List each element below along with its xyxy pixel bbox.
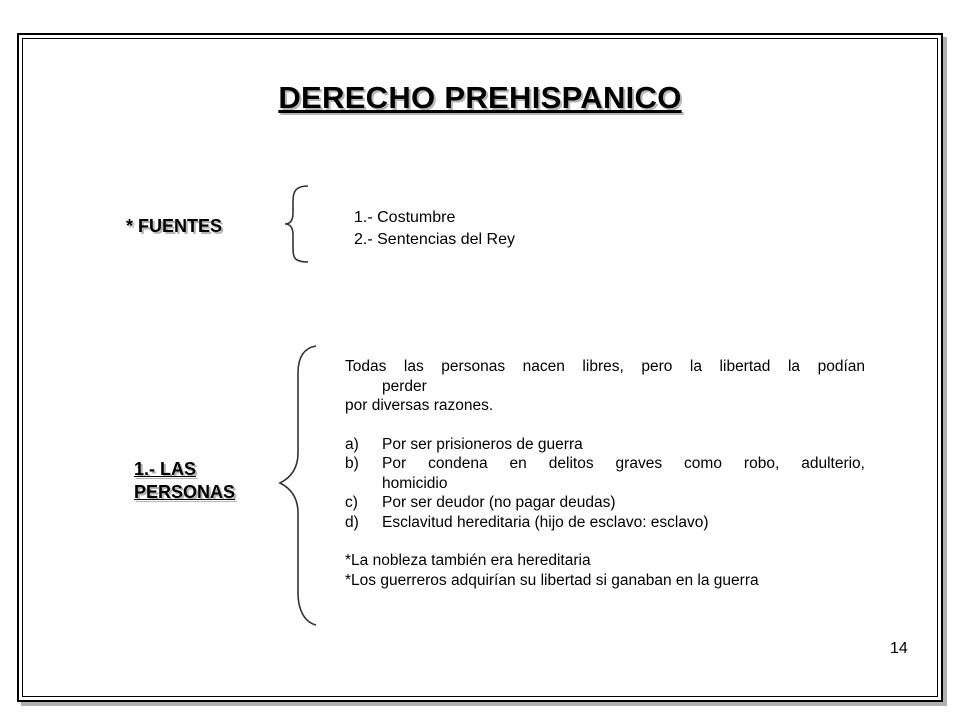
intro-line-2: perder [382, 377, 427, 395]
reason-label: a) [345, 435, 359, 453]
slide-title: DERECHO PREHISPANICO [278, 80, 682, 115]
personas-brace-icon [276, 343, 320, 628]
fuentes-item-2: 2.- Sentencias del Rey [354, 231, 515, 248]
reason-text: Esclavitud hereditaria (hijo de esclavo: esclavo) [382, 513, 709, 531]
spacer [345, 532, 865, 551]
reason-text-continued: homicidio [382, 474, 448, 492]
reason-label: c) [345, 494, 358, 511]
personas-body [345, 357, 865, 590]
fuentes-brace-icon [282, 183, 312, 265]
fuentes-item-1: 1.- Costumbre [354, 209, 456, 226]
reason-item-a [345, 435, 865, 455]
frame-shadow-bottom [21, 702, 947, 706]
personas-heading [134, 458, 235, 504]
page-number: 14 [890, 640, 908, 657]
note-nobleza: *La nobleza también era hereditaria [345, 552, 591, 569]
spacer [345, 416, 865, 435]
reason-item-d [345, 513, 865, 533]
intro-line-3: por diversas razones. [345, 397, 494, 414]
reason-text: Por ser prisioneros de guerra [382, 435, 583, 453]
reason-item-c [345, 493, 865, 513]
personas-heading-line2: PERSONAS [134, 482, 236, 502]
fuentes-list [354, 207, 515, 251]
note-guerreros: *Los guerreros adquirían su libertad si ganaban en la guerra [345, 571, 759, 589]
intro-line-1: Todas las personas nacen libres, pero la libertad la podían [345, 358, 865, 375]
reason-label: b) [345, 455, 359, 472]
frame-shadow-right [943, 37, 947, 706]
reason-text: Por ser deudor (no pagar deudas) [382, 494, 616, 511]
fuentes-heading: * FUENTES [126, 216, 223, 236]
reason-text: Por condena en delitos graves como robo, adulterio, [382, 455, 865, 472]
reason-label: d) [345, 513, 359, 531]
personas-heading-line1: 1.- LAS [134, 459, 197, 479]
reason-item-b [345, 454, 865, 474]
